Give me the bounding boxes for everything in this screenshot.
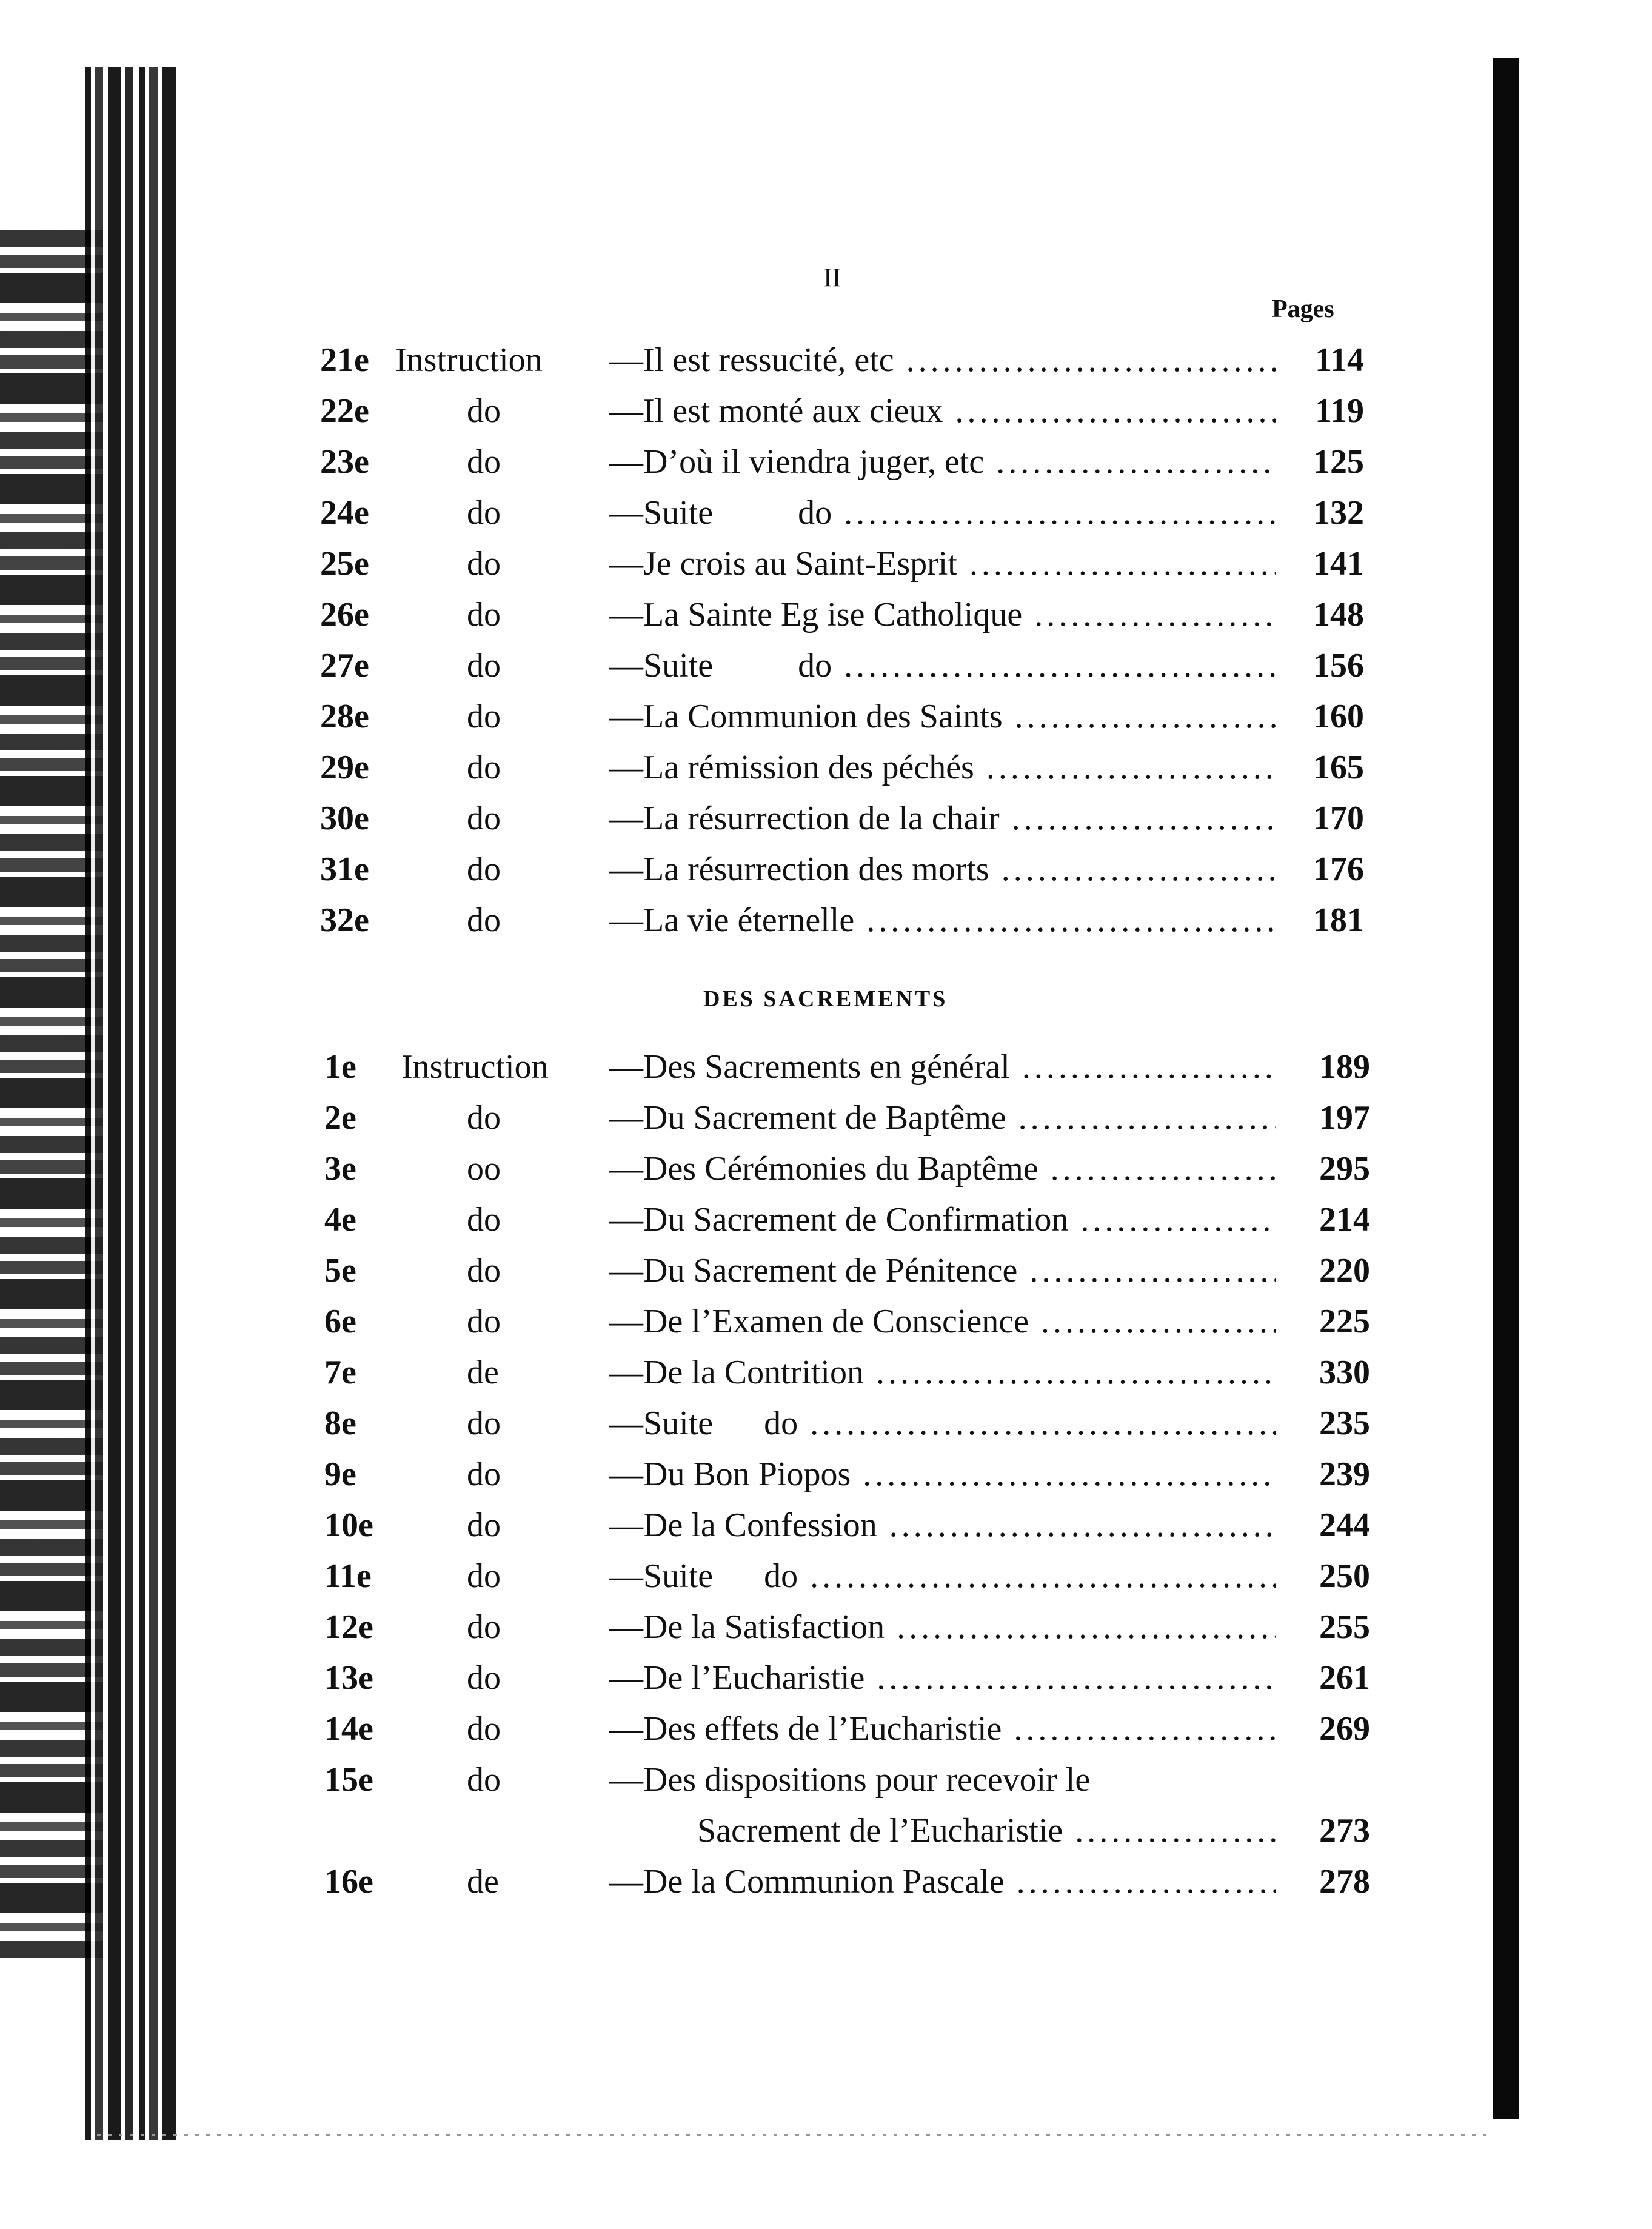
instruction-kind: oo [467, 1150, 501, 1188]
instruction-number: 28e [320, 698, 369, 735]
instruction-number: 26e [320, 596, 369, 633]
instruction-number: 4e [324, 1201, 356, 1238]
page-ref: 225 [1303, 1296, 1370, 1347]
instruction-title: —La résurrection des morts ..... [609, 844, 1276, 895]
instruction-kind: de [467, 1354, 499, 1391]
toc-row [0, 1092, 1652, 1143]
instruction-kind: Instruction [401, 1048, 549, 1086]
instruction-number: 10e [324, 1506, 373, 1544]
page-ref: 278 [1303, 1856, 1370, 1907]
instruction-number: 2e [324, 1099, 356, 1137]
instruction-kind: do [467, 698, 501, 735]
instruction-title: —Des Sacrements en général ..... [609, 1041, 1276, 1092]
instruction-number: 14e [324, 1710, 373, 1748]
page-ref: 125 [1297, 436, 1364, 487]
page-ref: 239 [1303, 1449, 1370, 1500]
instruction-kind: do [467, 392, 501, 430]
instruction-kind: do [467, 1455, 501, 1493]
page-ref: 261 [1303, 1653, 1370, 1703]
instruction-title: —La Sainte Eg ise Catholique ..... [609, 589, 1276, 640]
instruction-kind: do [467, 1099, 501, 1137]
instruction-title: —Suite do ..... [609, 1398, 1276, 1449]
section-heading: DES SACREMENTS [703, 986, 948, 1012]
toc-row [0, 1296, 1652, 1347]
instruction-kind: do [467, 1405, 501, 1442]
toc-row [0, 742, 1652, 793]
page-ref: 156 [1297, 640, 1364, 691]
instruction-kind: do [467, 749, 501, 786]
instruction-kind: do [467, 850, 501, 888]
page-ref: 165 [1297, 742, 1364, 793]
instruction-number: 32e [320, 901, 369, 939]
instruction-title: —La rémission des péchés ..... [609, 742, 1276, 793]
toc-row [0, 793, 1652, 844]
page-ref: 148 [1297, 589, 1364, 640]
toc-row [0, 386, 1652, 436]
instruction-kind: do [467, 1761, 501, 1799]
instruction-kind: do [467, 800, 501, 837]
toc-row [0, 1194, 1652, 1245]
toc-row [0, 1245, 1652, 1296]
page-ref: 119 [1297, 386, 1364, 436]
scan-edge-bottom [97, 2134, 1491, 2136]
instruction-number: 24e [320, 494, 369, 532]
instruction-kind: do [467, 596, 501, 633]
toc-row [0, 691, 1652, 742]
page-number: II [823, 262, 841, 292]
instruction-number: 5e [324, 1252, 356, 1289]
instruction-title: —La résurrection de la chair ..... [609, 793, 1276, 844]
instruction-kind: do [467, 1608, 501, 1646]
instruction-title: —De la Communion Pascale ..... [609, 1856, 1276, 1907]
toc-row [0, 335, 1652, 386]
toc-row [0, 487, 1652, 538]
instruction-title: —Suite do ..... [609, 487, 1276, 538]
page-ref: 295 [1303, 1143, 1370, 1194]
toc-row [0, 640, 1652, 691]
page-ref: 114 [1297, 335, 1364, 386]
instruction-kind: do [467, 1506, 501, 1544]
page-ref: 235 [1303, 1398, 1370, 1449]
instruction-title: —Du Bon Piopos ..... [609, 1449, 1276, 1500]
toc-row [0, 1602, 1652, 1653]
page-ref: 255 [1303, 1602, 1370, 1653]
toc-row [0, 1347, 1652, 1398]
instruction-title: —Il est ressucité, etc ..... [609, 335, 1276, 386]
instruction-number: 12e [324, 1608, 373, 1646]
page-ref: 273 [1303, 1805, 1370, 1856]
instruction-title: —De l’Examen de Conscience ..... [609, 1296, 1276, 1347]
instruction-kind: de [467, 1863, 499, 1900]
instruction-number: 7e [324, 1354, 356, 1391]
instruction-number: 1e [324, 1048, 356, 1086]
toc-row [0, 1856, 1652, 1907]
instruction-number: 9e [324, 1455, 356, 1493]
toc-row [0, 1041, 1652, 1092]
instruction-number: 13e [324, 1659, 373, 1697]
instruction-number: 21e [320, 341, 369, 379]
instruction-title: —Du Sacrement de Pénitence ..... [609, 1245, 1276, 1296]
instruction-title: —Du Sacrement de Baptême ..... [609, 1092, 1276, 1143]
instruction-number: 25e [320, 545, 369, 583]
instruction-kind: do [467, 647, 501, 684]
toc-row-continuation [0, 1805, 1652, 1856]
toc-row [0, 436, 1652, 487]
instruction-title: —D’où il viendra juger, etc ..... [609, 436, 1276, 487]
instruction-title: —De la Contrition ..... [609, 1347, 1276, 1398]
instruction-kind: do [467, 494, 501, 532]
instruction-title: —La Communion des Saints ..... [609, 691, 1276, 742]
toc-row [0, 1703, 1652, 1754]
toc-row [0, 589, 1652, 640]
page-ref: 244 [1303, 1500, 1370, 1551]
page-ref: 220 [1303, 1245, 1370, 1296]
instruction-title: —Il est monté aux cieux ..... [609, 386, 1276, 436]
toc-row [0, 1500, 1652, 1551]
toc-row [0, 1398, 1652, 1449]
pages-column-header: Pages [1272, 295, 1334, 323]
instruction-title: —De la Confession ..... [609, 1500, 1276, 1551]
instruction-title: —Je crois au Saint-Esprit ..... [609, 538, 1276, 589]
instruction-title: —De la Satisfaction ..... [609, 1602, 1276, 1653]
page-ref: 214 [1303, 1194, 1370, 1245]
page-ref: 250 [1303, 1551, 1370, 1602]
instruction-title: —La vie éternelle ..... [609, 895, 1276, 946]
instruction-kind: do [467, 1201, 501, 1238]
toc-row [0, 1143, 1652, 1194]
instruction-title: —Des dispositions pour recevoir le [609, 1761, 1091, 1799]
page-ref: 189 [1303, 1041, 1370, 1092]
instruction-number: 29e [320, 749, 369, 786]
toc-row [0, 844, 1652, 895]
instruction-title: —De l’Eucharistie ..... [609, 1653, 1276, 1703]
page-ref: 269 [1303, 1703, 1370, 1754]
page-ref: 197 [1303, 1092, 1370, 1143]
instruction-number: 23e [320, 443, 369, 481]
instruction-number: 11e [324, 1557, 372, 1595]
page-ref: 181 [1297, 895, 1364, 946]
instruction-number: 8e [324, 1405, 356, 1442]
instruction-number: 22e [320, 392, 369, 430]
page-ref: 330 [1303, 1347, 1370, 1398]
instruction-number: 15e [324, 1761, 373, 1799]
instruction-kind: do [467, 1659, 501, 1697]
toc-row [0, 1551, 1652, 1602]
instruction-title: —Suite do ..... [609, 1551, 1276, 1602]
instruction-kind: do [467, 1557, 501, 1595]
instruction-kind: Instruction [395, 341, 543, 379]
toc-row [0, 1449, 1652, 1500]
instruction-number: 30e [320, 800, 369, 837]
instruction-title: —Suite do ..... [609, 640, 1276, 691]
instruction-number: 6e [324, 1303, 356, 1340]
toc-row [0, 895, 1652, 946]
page-ref: 170 [1297, 793, 1364, 844]
instruction-number: 3e [324, 1150, 356, 1188]
instruction-kind: do [467, 443, 501, 481]
instruction-kind: do [467, 1710, 501, 1748]
instruction-title: —Du Sacrement de Confirmation ..... [609, 1194, 1276, 1245]
page-ref: 141 [1297, 538, 1364, 589]
instruction-title-continued: Sacrement de l’Eucharistie ..... [697, 1805, 1279, 1856]
instruction-kind: do [467, 1303, 501, 1340]
instruction-title: —Des effets de l’Eucharistie ..... [609, 1703, 1276, 1754]
page-ref: 160 [1297, 691, 1364, 742]
instruction-kind: do [467, 1252, 501, 1289]
page-ref: 176 [1297, 844, 1364, 895]
toc-row [0, 538, 1652, 589]
instruction-kind: do [467, 545, 501, 583]
instruction-title: —Des Cérémonies du Baptême ..... [609, 1143, 1276, 1194]
instruction-number: 27e [320, 647, 369, 684]
page-ref: 132 [1297, 487, 1364, 538]
toc-row [0, 1653, 1652, 1703]
toc-row [0, 1754, 1652, 1805]
instruction-number: 31e [320, 850, 369, 888]
instruction-kind: do [467, 901, 501, 939]
instruction-number: 16e [324, 1863, 373, 1900]
